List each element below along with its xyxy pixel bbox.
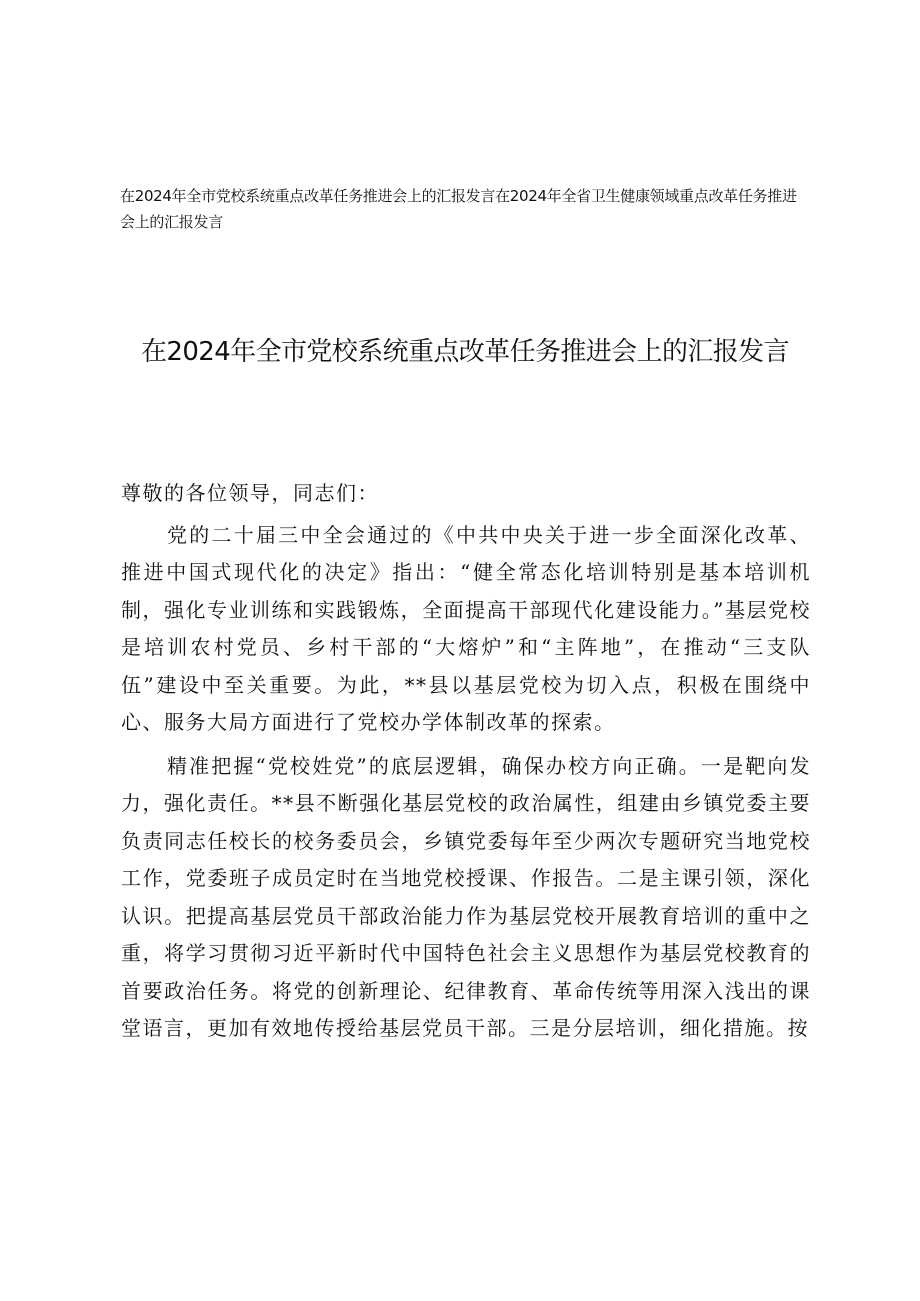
body-paragraph: 精准把握“党校姓党”的底层逻辑，确保办校方向正确。一是靶向发力，强化责任。**县不断强化基层党校的政治属性，组建由乡镇党委主要负责同志任校长的校务委员会，乡镇党委每年至少两次专题研究当地党校工作，党委班子成员定时在当地党校授课、作报告。二是主课引领，深化认识。把提高基层党员干部政治能力作为基层党校开展教育培训的重中之重，将学习贯彻习近平新时代中国特色社会主义思想作为基层党校教育的首要政治任务。将党的创新理论、纪律教育、革命传统等用深入浅出的课堂语言，更加有效地传授给基层党员干部。三是分层培训，细化措施。按	[121, 753, 811, 1040]
document-body	[121, 475, 811, 1048]
body-paragraph: 党的二十届三中全会通过的《中共中央关于进一步全面深化改革、推进中国式现代化的决定》指出：“健全常态化培训特别是基本培训机制，强化专业训练和实践锻炼，全面提高干部现代化建设能力。”基层党校是培训农村党员、乡村干部的“大熔炉”和“主阵地”，在推动“三支队伍”建设中至关重要。为此，**县以基层党校为切入点，积极在围绕中心、服务大局方面进行了党校办学体制改革的探索。	[121, 522, 811, 734]
greeting-line: 尊敬的各位领导，同志们：	[121, 481, 379, 505]
document-header-text: 在2024年全市党校系统重点改革任务推进会上的汇报发言在2024年全省卫生健康领域重点改革任务推进会上的汇报发言	[120, 187, 797, 231]
document-title: 在2024年全市党校系统重点改革任务推进会上的汇报发言	[141, 337, 789, 367]
